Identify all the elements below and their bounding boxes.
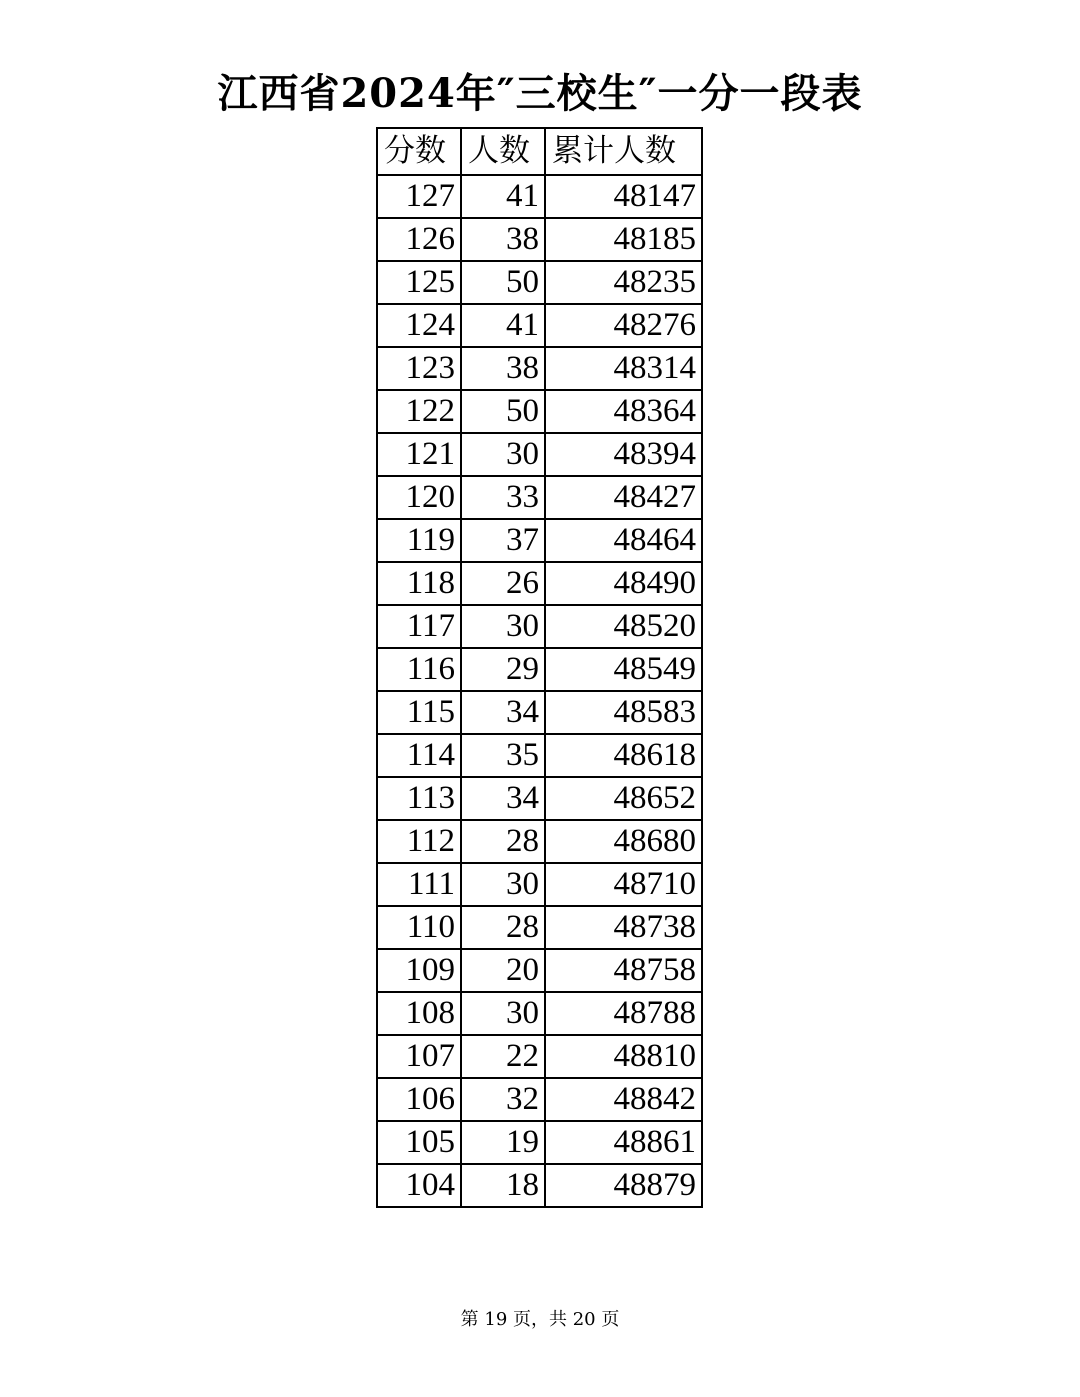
cell-cumulative: 48427: [545, 476, 702, 519]
cell-score: 114: [377, 734, 461, 777]
cell-score: 104: [377, 1164, 461, 1207]
cell-cumulative: 48549: [545, 648, 702, 691]
cell-cumulative: 48788: [545, 992, 702, 1035]
table-row: [377, 1078, 702, 1121]
cell-score: 120: [377, 476, 461, 519]
header-cumulative: 累计人数: [545, 128, 702, 175]
cell-count: 19: [461, 1121, 545, 1164]
table-row: [377, 820, 702, 863]
cell-cumulative: 48464: [545, 519, 702, 562]
cell-cumulative: 48758: [545, 949, 702, 992]
table-row: [377, 175, 702, 218]
cell-score: 107: [377, 1035, 461, 1078]
table-body: [377, 175, 702, 1207]
cell-count: 33: [461, 476, 545, 519]
table-row: [377, 691, 702, 734]
cell-cumulative: 48680: [545, 820, 702, 863]
cell-score: 126: [377, 218, 461, 261]
document-title: 江西省2024年″三校生″一分一段表: [217, 70, 863, 117]
table-row: [377, 1164, 702, 1207]
cell-score: 116: [377, 648, 461, 691]
cell-score: 111: [377, 863, 461, 906]
cell-cumulative: 48520: [545, 605, 702, 648]
header-score: 分数: [377, 128, 461, 175]
cell-cumulative: 48235: [545, 261, 702, 304]
cell-count: 50: [461, 261, 545, 304]
cell-count: 30: [461, 863, 545, 906]
cell-cumulative: 48618: [545, 734, 702, 777]
table-row: [377, 777, 702, 820]
cell-cumulative: 48364: [545, 390, 702, 433]
table-row: [377, 476, 702, 519]
cell-count: 41: [461, 175, 545, 218]
cell-count: 30: [461, 605, 545, 648]
header-count: 人数: [461, 128, 545, 175]
cell-count: 34: [461, 691, 545, 734]
cell-cumulative: 48710: [545, 863, 702, 906]
cell-cumulative: 48861: [545, 1121, 702, 1164]
table-row: [377, 1035, 702, 1078]
score-distribution-table: [376, 127, 703, 1208]
table-row: [377, 648, 702, 691]
cell-score: 121: [377, 433, 461, 476]
cell-score: 125: [377, 261, 461, 304]
table-row: [377, 218, 702, 261]
cell-cumulative: 48879: [545, 1164, 702, 1207]
table-row: [377, 992, 702, 1035]
cell-score: 115: [377, 691, 461, 734]
cell-count: 30: [461, 992, 545, 1035]
cell-score: 119: [377, 519, 461, 562]
cell-count: 32: [461, 1078, 545, 1121]
cell-count: 29: [461, 648, 545, 691]
cell-score: 113: [377, 777, 461, 820]
cell-count: 37: [461, 519, 545, 562]
cell-count: 38: [461, 218, 545, 261]
cell-cumulative: 48652: [545, 777, 702, 820]
cell-count: 30: [461, 433, 545, 476]
cell-cumulative: 48490: [545, 562, 702, 605]
cell-cumulative: 48583: [545, 691, 702, 734]
cell-count: 50: [461, 390, 545, 433]
cell-score: 110: [377, 906, 461, 949]
cell-count: 22: [461, 1035, 545, 1078]
table-row: [377, 906, 702, 949]
cell-cumulative: 48738: [545, 906, 702, 949]
cell-cumulative: 48394: [545, 433, 702, 476]
cell-count: 35: [461, 734, 545, 777]
cell-score: 117: [377, 605, 461, 648]
cell-score: 106: [377, 1078, 461, 1121]
cell-count: 18: [461, 1164, 545, 1207]
cell-count: 38: [461, 347, 545, 390]
table-row: [377, 562, 702, 605]
cell-cumulative: 48314: [545, 347, 702, 390]
cell-count: 26: [461, 562, 545, 605]
table-row: [377, 433, 702, 476]
page-footer: 第 19 页，共 20 页: [460, 1309, 620, 1330]
table-row: [377, 347, 702, 390]
cell-count: 34: [461, 777, 545, 820]
cell-cumulative: 48185: [545, 218, 702, 261]
cell-count: 28: [461, 820, 545, 863]
table-row: [377, 304, 702, 347]
cell-score: 105: [377, 1121, 461, 1164]
cell-cumulative: 48842: [545, 1078, 702, 1121]
cell-score: 124: [377, 304, 461, 347]
table-row: [377, 519, 702, 562]
cell-score: 118: [377, 562, 461, 605]
table-row: [377, 734, 702, 777]
cell-cumulative: 48810: [545, 1035, 702, 1078]
table-header-row: [377, 128, 702, 175]
cell-count: 28: [461, 906, 545, 949]
cell-score: 109: [377, 949, 461, 992]
cell-score: 127: [377, 175, 461, 218]
table-row: [377, 949, 702, 992]
table-row: [377, 605, 702, 648]
table-row: [377, 863, 702, 906]
cell-score: 112: [377, 820, 461, 863]
cell-count: 20: [461, 949, 545, 992]
cell-cumulative: 48147: [545, 175, 702, 218]
cell-score: 122: [377, 390, 461, 433]
table-row: [377, 261, 702, 304]
table-row: [377, 1121, 702, 1164]
cell-cumulative: 48276: [545, 304, 702, 347]
cell-score: 108: [377, 992, 461, 1035]
cell-score: 123: [377, 347, 461, 390]
cell-count: 41: [461, 304, 545, 347]
table-row: [377, 390, 702, 433]
